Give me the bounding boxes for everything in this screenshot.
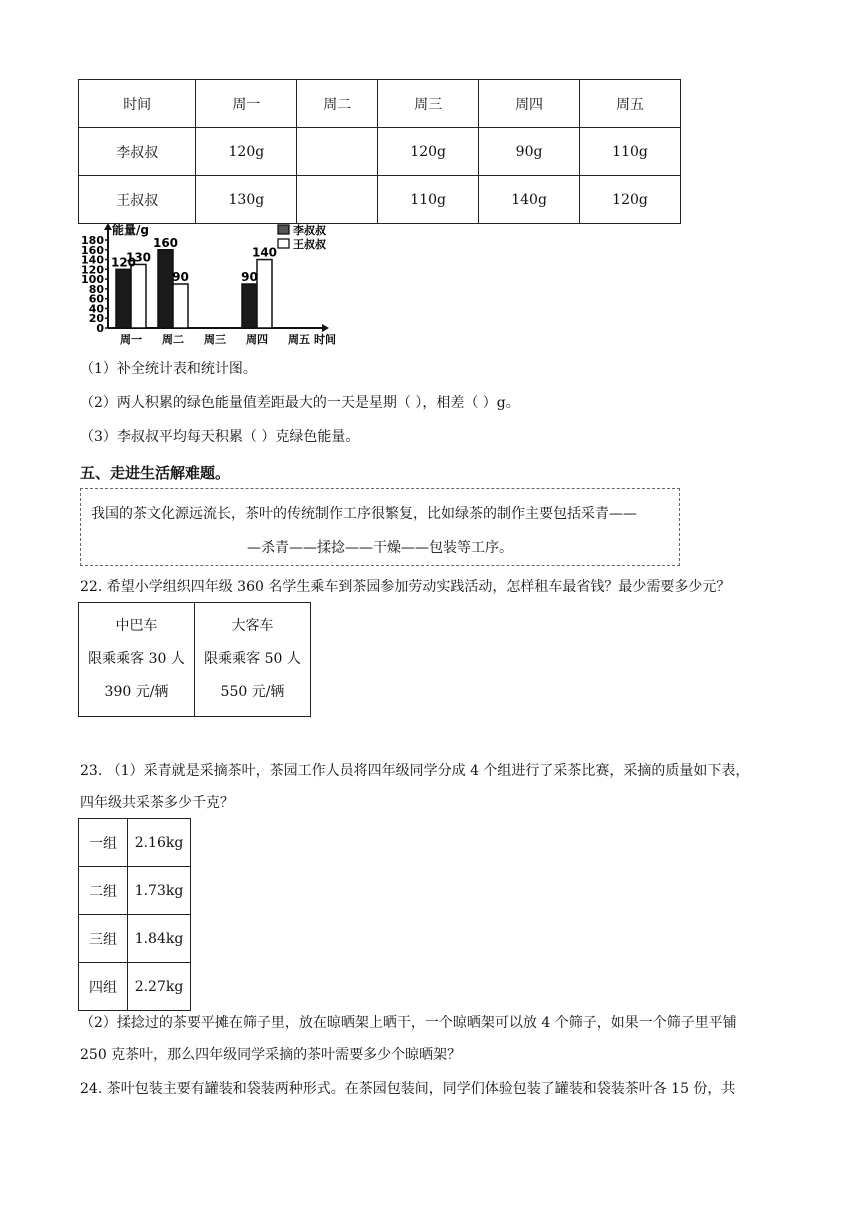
header-cell: 周五 <box>580 80 681 128</box>
group-cell: 三组 <box>79 915 128 963</box>
weight-cell: 2.16kg <box>128 819 191 867</box>
y-tick-label: 160 <box>81 243 104 257</box>
bus-option <box>195 603 311 717</box>
row-label: 李叔叔 <box>79 128 196 176</box>
header-cell: 周一 <box>196 80 297 128</box>
y-axis-arrow <box>104 223 112 230</box>
question-23-part-2-line-2: 250 克茶叶，那么四年级同学采摘的茶叶需要多少个晾晒架？ <box>80 1047 462 1063</box>
question-22: 22. 希望小学组织四年级 360 名学生乘车到茶园参加劳动实践活动，怎样租车最省钱？最少需要多少元？ <box>80 579 731 595</box>
bus-name: 大客车 <box>231 618 274 634</box>
table-cell: 110g <box>580 128 681 176</box>
data-label: 120 <box>110 255 137 270</box>
header-cell: 周三 <box>378 80 479 128</box>
header-cell: 周二 <box>297 80 378 128</box>
table-cell: 130g <box>196 176 297 224</box>
table-cell: 120g <box>580 176 681 224</box>
question-3: （3）李叔叔平均每天积累（ ）克绿色能量。 <box>80 429 360 445</box>
question-23-line-1: 23. （1）采青就是采摘茶叶，茶园工作人员将四年级同学分成 4 个组进行了采茶比赛，采摘的质量如下表， <box>80 763 750 779</box>
table-row <box>79 867 191 915</box>
x-tick-label: 周四 <box>246 333 268 346</box>
data-label: 130 <box>125 250 152 265</box>
x-tick-label: 周五 <box>288 333 310 346</box>
bus-table <box>78 602 311 717</box>
tea-culture-box <box>80 488 680 566</box>
tea-box-line-1: 我国的茶文化源远流长，茶叶的传统制作工序很繁复，比如绿茶的制作主要包括采青—— <box>91 506 637 522</box>
header-cell: 时间 <box>79 80 196 128</box>
tea-weight-table <box>78 818 191 1011</box>
y-axis-label: 能量/g <box>112 223 149 237</box>
bus-option <box>79 603 195 717</box>
table-row <box>79 915 191 963</box>
weight-cell: 2.27kg <box>128 963 191 1011</box>
group-cell: 一组 <box>79 819 128 867</box>
data-label: 90 <box>172 270 189 284</box>
bar-wang <box>131 264 146 328</box>
table-cell: 110g <box>378 176 479 224</box>
weight-cell: 1.73kg <box>128 867 191 915</box>
header-cell: 周四 <box>479 80 580 128</box>
question-23-line-2: 四年级共采茶多少千克？ <box>80 795 234 811</box>
x-axis-arrow <box>322 324 329 332</box>
table-cell-blank <box>297 176 378 224</box>
x-tick-label: 周一 <box>120 333 142 346</box>
table-cell: 90g <box>479 128 580 176</box>
y-tick-label: 20 <box>88 312 104 326</box>
table-cell: 120g <box>378 128 479 176</box>
bar-wang <box>257 260 272 328</box>
table-row <box>79 176 681 224</box>
legend-label: 李叔叔 <box>293 224 326 237</box>
tea-box-line-2: —杀青——揉捻——干燥——包装等工序。 <box>247 540 513 556</box>
bar-wang <box>173 284 188 328</box>
row-label: 王叔叔 <box>79 176 196 224</box>
group-cell: 二组 <box>79 867 128 915</box>
y-tick-label: 140 <box>81 253 104 267</box>
bus-name: 中巴车 <box>115 618 158 634</box>
y-tick-label: 0 <box>96 322 104 335</box>
energy-bar-chart <box>78 220 348 350</box>
y-tick-label: 60 <box>88 292 104 306</box>
x-axis-label: 时间 <box>314 333 336 346</box>
section-title: 五、走进生活解难题。 <box>80 464 231 482</box>
legend-label: 王叔叔 <box>293 238 326 251</box>
y-tick-label: 100 <box>81 273 104 287</box>
weight-cell: 1.84kg <box>128 915 191 963</box>
bar-li <box>158 250 173 328</box>
legend-swatch <box>278 225 289 234</box>
table-cell-blank <box>297 128 378 176</box>
bus-limit: 限乘乘客 30 人 <box>88 651 185 667</box>
y-tick-label: 80 <box>88 282 104 296</box>
table-cell: 120g <box>196 128 297 176</box>
question-24: 24. 茶叶包装主要有罐装和袋装两种形式。在茶园包装间，同学们体验包装了罐装和袋装茶叶各 15 份，共 <box>80 1081 736 1097</box>
question-1: （1）补全统计表和统计图。 <box>80 361 257 377</box>
data-label: 160 <box>152 235 179 250</box>
bar-li <box>242 284 257 328</box>
y-tick-label: 120 <box>81 263 104 277</box>
bus-price: 390 元/辆 <box>104 684 169 700</box>
y-tick-label: 180 <box>81 234 104 247</box>
table-row <box>79 819 191 867</box>
bus-price: 550 元/辆 <box>220 684 285 700</box>
energy-table <box>78 79 681 224</box>
data-label: 90 <box>241 270 258 284</box>
table-row <box>79 963 191 1011</box>
x-tick-label: 周三 <box>204 333 226 346</box>
legend-swatch <box>278 239 289 248</box>
y-tick-label: 40 <box>88 302 104 316</box>
table-header-row <box>79 80 681 128</box>
x-tick-label: 周二 <box>162 333 184 346</box>
data-label: 140 <box>251 245 278 260</box>
bar-li <box>116 269 131 328</box>
question-2: （2）两人积累的绿色能量值差距最大的一天是星期（ ），相差（ ）g。 <box>80 395 520 411</box>
table-cell: 140g <box>479 176 580 224</box>
table-row <box>79 128 681 176</box>
question-23-part-2-line-1: （2）揉捻过的茶要平摊在筛子里，放在晾晒架上晒干，一个晾晒架可以放 4 个筛子，如果一个筛子里平铺 <box>80 1015 737 1031</box>
group-cell: 四组 <box>79 963 128 1011</box>
bus-limit: 限乘乘客 50 人 <box>204 651 301 667</box>
